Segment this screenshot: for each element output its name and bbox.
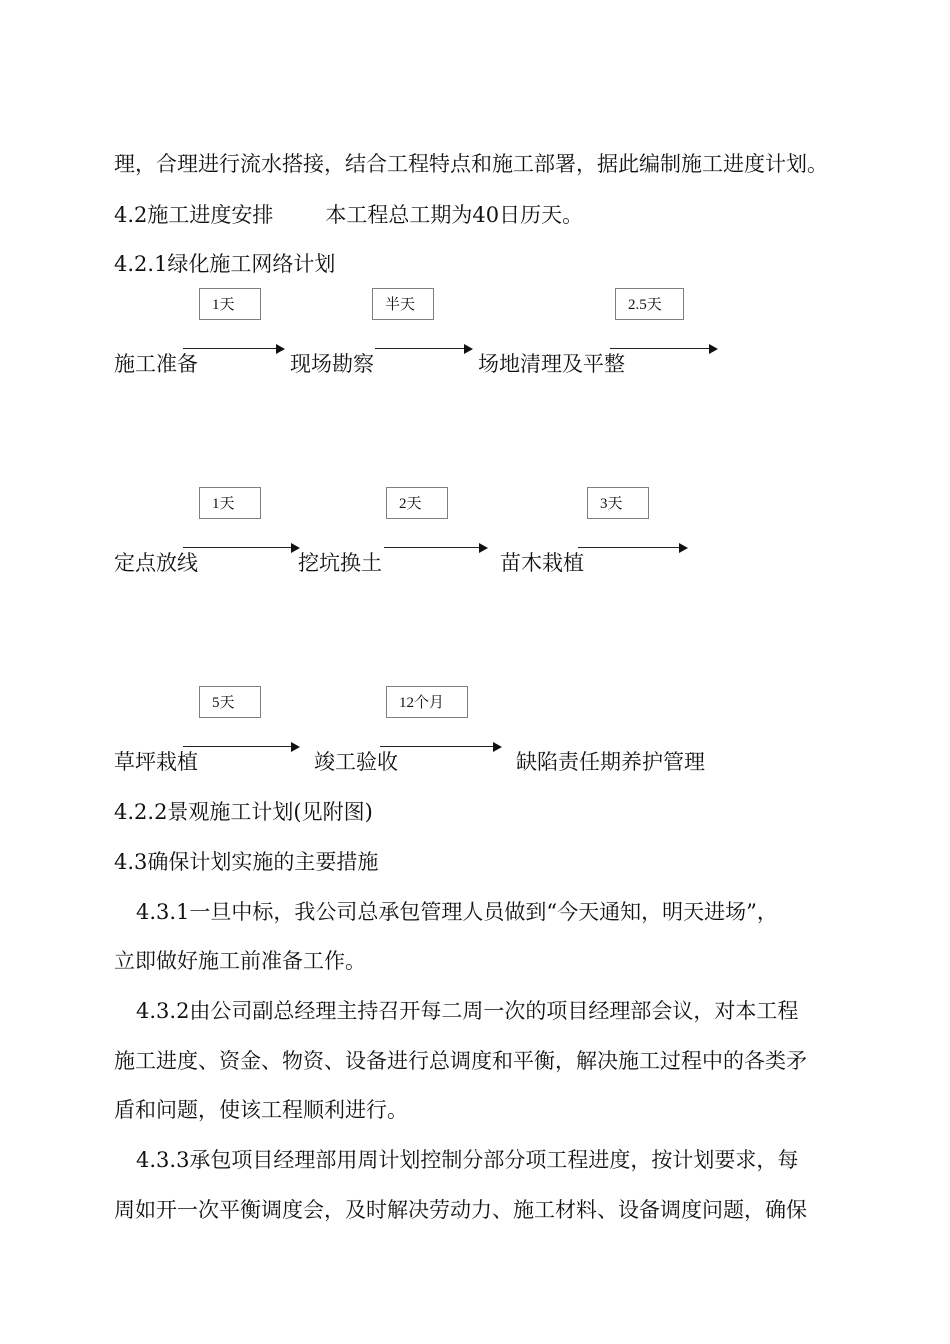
duration-box: 12个月 [386, 686, 468, 718]
paragraph-line: 4.3.1一旦中标，我公司总承包管理人员做到“今天通知，明天进场”， [136, 900, 778, 924]
paragraph-line: 盾和问题，使该工程顺利进行。 [114, 1098, 408, 1122]
duration-box: 1天 [199, 487, 261, 519]
node-label: 定点放线 [114, 551, 198, 575]
node-label: 施工准备 [114, 352, 198, 376]
node-label: 现场勘察 [290, 352, 374, 376]
arrow-head-icon [291, 742, 300, 752]
duration-box: 半天 [372, 288, 434, 320]
arrow-head-icon [493, 742, 502, 752]
paragraph-line: 施工进度、资金、物资、设备进行总调度和平衡，解决施工过程中的各类矛 [114, 1049, 807, 1073]
section-heading-4-3: 4.3确保计划实施的主要措施 [114, 850, 379, 874]
node-label: 草坪栽植 [114, 750, 198, 774]
arrow-head-icon [464, 344, 473, 354]
arrow-head-icon [479, 543, 488, 553]
paragraph-line: 4.3.3承包项目经理部用周计划控制分部分项工程进度，按计划要求，每 [136, 1148, 799, 1172]
arrow [183, 742, 300, 752]
heading-label: 4.2施工进度安排 [114, 203, 274, 227]
node-label: 挖坑换土 [298, 551, 382, 575]
node-label: 苗木栽植 [500, 551, 584, 575]
arrow-head-icon [276, 344, 285, 354]
arrow [578, 543, 688, 553]
arrow [183, 344, 285, 354]
arrow [380, 742, 502, 752]
paragraph-line: 立即做好施工前准备工作。 [114, 949, 366, 973]
total-duration-text: 本工程总工期为40日历天。 [325, 203, 584, 227]
node-label: 竣工验收 [314, 750, 398, 774]
node-label: 缺陷责任期养护管理 [516, 750, 705, 774]
section-heading-4-2 [114, 200, 583, 230]
duration-box: 2.5天 [615, 288, 684, 320]
duration-box: 1天 [199, 288, 261, 320]
arrow [375, 344, 473, 354]
arrow [183, 543, 300, 553]
section-heading-4-2-2: 4.2.2景观施工计划(见附图) [114, 800, 373, 824]
arrow-head-icon [679, 543, 688, 553]
duration-box: 3天 [587, 487, 649, 519]
node-label: 场地清理及平整 [478, 352, 625, 376]
paragraph-line: 理，合理进行流水搭接，结合工程特点和施工部署，据此编制施工进度计划。 [114, 152, 828, 176]
paragraph-line: 4.3.2由公司副总经理主持召开每二周一次的项目经理部会议，对本工程 [136, 999, 799, 1023]
arrow [384, 543, 488, 553]
section-heading-4-2-1: 4.2.1绿化施工网络计划 [114, 252, 336, 276]
arrow-head-icon [709, 344, 718, 354]
arrow [610, 344, 718, 354]
duration-box: 5天 [199, 686, 261, 718]
paragraph-line: 周如开一次平衡调度会，及时解决劳动力、施工材料、设备调度问题，确保 [114, 1198, 807, 1222]
duration-box: 2天 [386, 487, 448, 519]
